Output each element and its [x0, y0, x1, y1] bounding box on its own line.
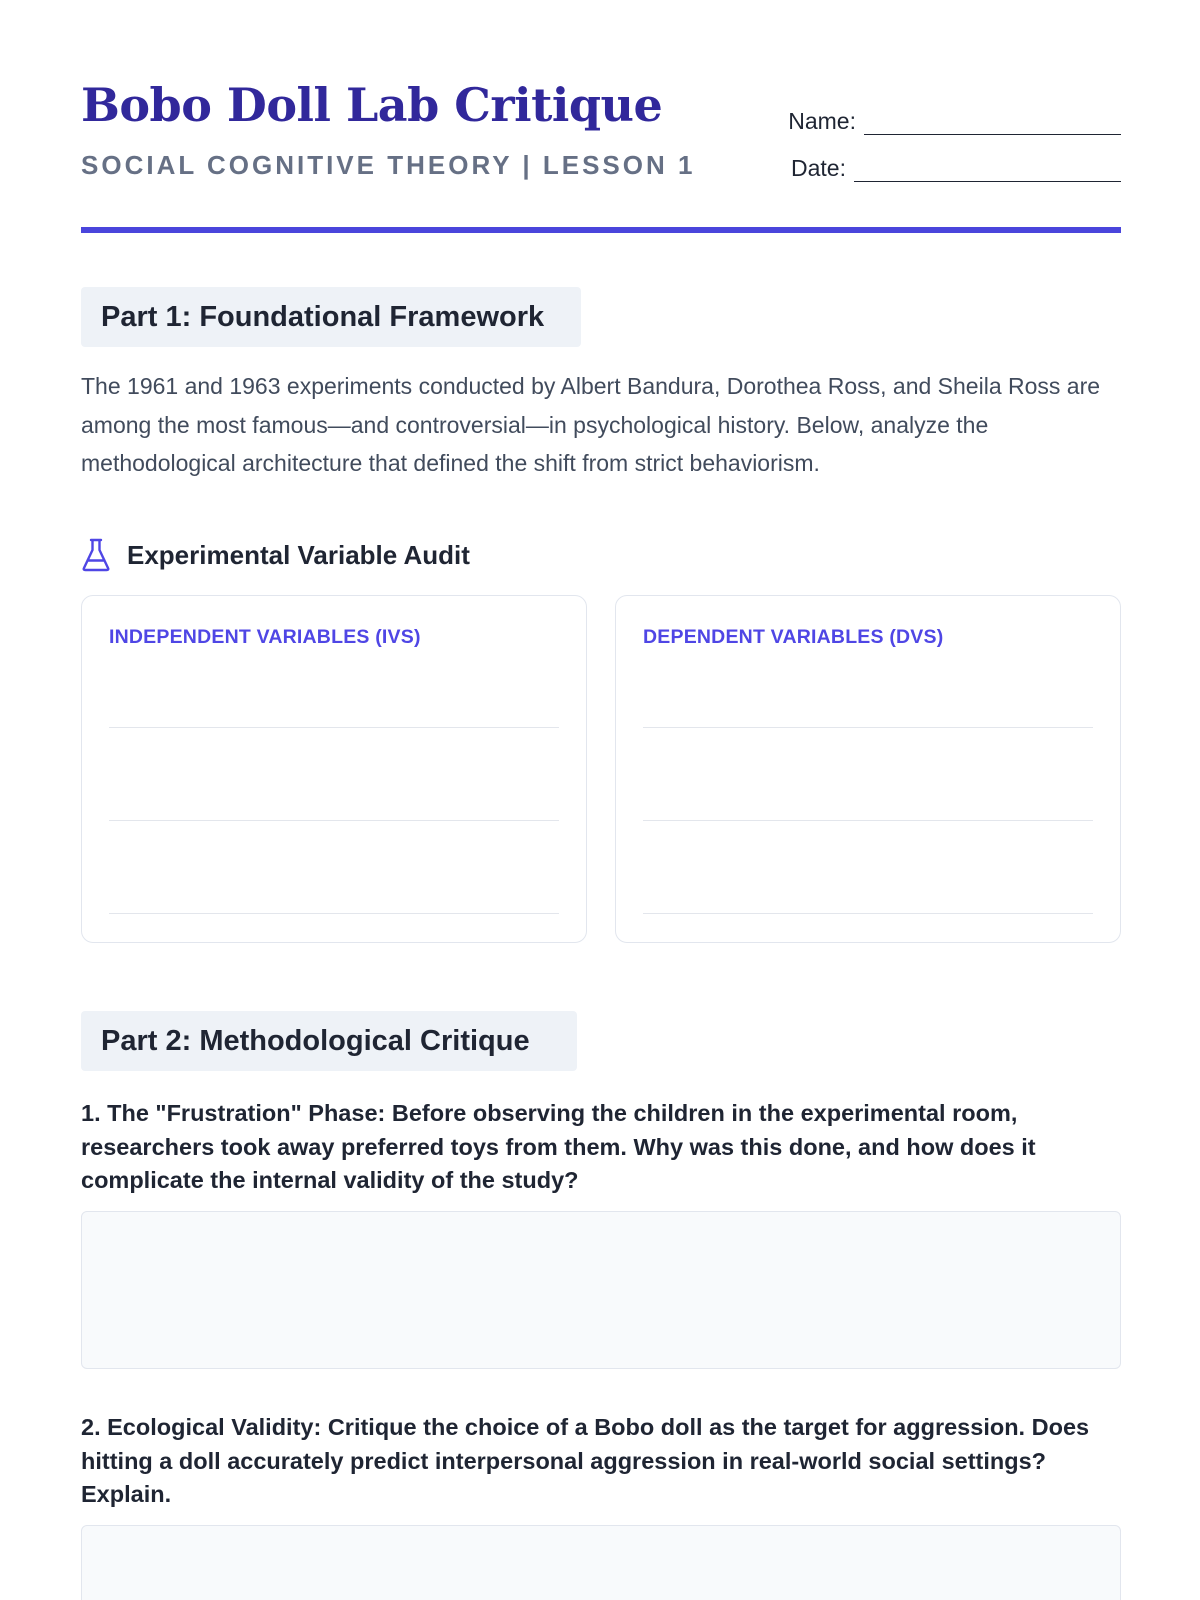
question-2: 2. Ecological Validity: Critique the choice of a Bobo doll as the target for aggression. Does hitting a doll accurately predict interpersonal aggression in real-world social settings? Explain.	[81, 1414, 1090, 1507]
answer-box-1[interactable]	[81, 1211, 1121, 1369]
part1-intro: The 1961 and 1963 experiments conducted by Albert Bandura, Dorothea Ross, and Sheila Ross are among the most famous—and controversial—in psychological history. Below, analyze the methodological architecture that defined the shift from strict behaviorism.	[81, 373, 1101, 476]
question-1: 1. The "Frustration" Phase: Before observing the children in the experimental room, researchers took away preferred toys from them. Why was this done, and how does it complicate the internal validity of the study?	[81, 1100, 1036, 1193]
date-blank[interactable]	[854, 162, 1121, 182]
dvs-answer-line-2[interactable]	[643, 820, 1093, 821]
ivs-answer-line-2[interactable]	[109, 820, 559, 821]
dvs-answer-line-1[interactable]	[643, 727, 1093, 728]
page-subtitle: SOCIAL COGNITIVE THEORY | LESSON 1	[81, 150, 696, 180]
worksheet-page	[81, 0, 1121, 1507]
header-divider	[81, 227, 1121, 233]
dvs-card	[615, 595, 1121, 943]
dvs-label: DEPENDENT VARIABLES (DVS)	[643, 626, 944, 648]
ivs-answer-line-1[interactable]	[109, 727, 559, 728]
flask-icon	[81, 538, 111, 572]
ivs-label: INDEPENDENT VARIABLES (IVS)	[109, 626, 421, 648]
part1-heading: Part 1: Foundational Framework	[81, 287, 581, 347]
date-field[interactable]	[781, 155, 1121, 182]
date-label: Date:	[791, 155, 846, 181]
ivs-card	[81, 595, 587, 943]
worksheet-header	[81, 0, 1121, 236]
name-blank[interactable]	[864, 115, 1121, 135]
dvs-answer-line-3[interactable]	[643, 913, 1093, 914]
page-title: Bobo Doll Lab Critique	[81, 78, 663, 132]
audit-heading	[81, 535, 470, 575]
ivs-answer-line-3[interactable]	[109, 913, 559, 914]
audit-heading-label: Experimental Variable Audit	[127, 539, 470, 570]
name-field[interactable]	[781, 108, 1121, 135]
name-label: Name:	[788, 108, 856, 134]
answer-box-2[interactable]	[81, 1525, 1121, 1600]
part2-heading: Part 2: Methodological Critique	[81, 1011, 577, 1071]
